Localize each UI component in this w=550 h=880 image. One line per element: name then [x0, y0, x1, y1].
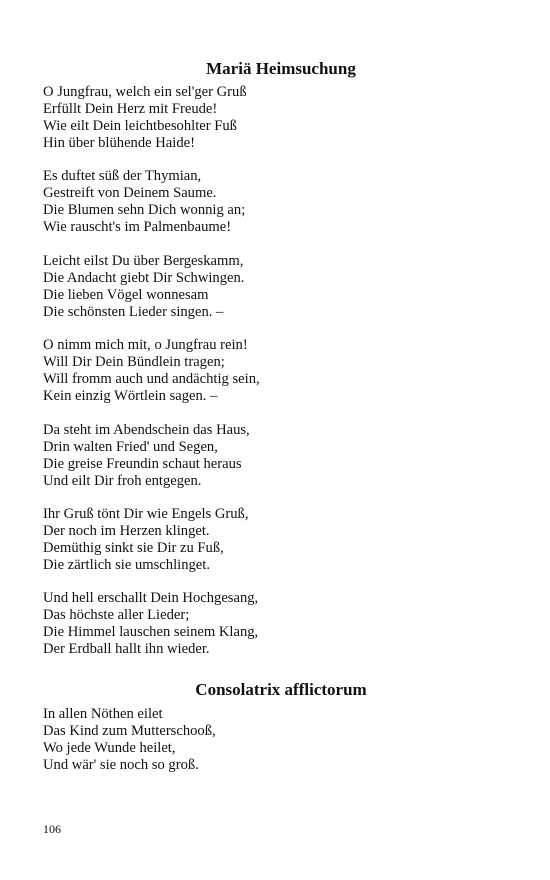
- stanza-6: [43, 506, 523, 574]
- verse-line: Da steht im Abendschein das Haus,: [43, 422, 250, 438]
- verse-line: Gestreift von Deinem Saume.: [43, 185, 217, 201]
- verse-line: Das Kind zum Mutterschooß,: [43, 723, 216, 739]
- verse-line: Leicht eilst Du über Bergeskamm,: [43, 253, 244, 269]
- verse-line: Die zärtlich sie umschlinget.: [43, 557, 210, 573]
- verse-line: Wie eilt Dein leichtbesohlter Fuß: [43, 118, 237, 134]
- page-number: 106: [43, 822, 61, 836]
- verse-line: Die lieben Vögel wonnesam: [43, 287, 209, 303]
- verse-line: O nimm mich mit, o Jungfrau rein!: [43, 337, 248, 353]
- verse-line: Die Andacht giebt Dir Schwingen.: [43, 270, 245, 286]
- verse-line: Und hell erschallt Dein Hochgesang,: [43, 590, 259, 606]
- stanza-2: [43, 168, 523, 236]
- stanza-7: [43, 590, 523, 658]
- poem-title-consolatrix-afflictorum: Consolatrix afflictorum: [195, 680, 367, 699]
- verse-line: Drin walten Fried' und Segen,: [43, 439, 218, 455]
- verse-line: Die greise Freundin schaut heraus: [43, 456, 242, 472]
- verse-line: Kein einzig Wörtlein sagen. –: [43, 388, 218, 404]
- stanza-1: [43, 84, 523, 152]
- verse-line: Will Dir Dein Bündlein tragen;: [43, 354, 225, 370]
- verse-line: Und eilt Dir froh entgegen.: [43, 473, 202, 489]
- verse-line: Die schönsten Lieder singen. –: [43, 304, 224, 320]
- verse-line: Die Blumen sehn Dich wonnig an;: [43, 202, 246, 218]
- verse-line: Das höchste aller Lieder;: [43, 607, 190, 623]
- stanza-3: [43, 253, 523, 321]
- verse-line: Der noch im Herzen klinget.: [43, 523, 210, 539]
- verse-line: Will fromm auch und andächtig sein,: [43, 371, 260, 387]
- verse-line: Erfüllt Dein Herz mit Freude!: [43, 101, 218, 117]
- verse-line: Hin über blühende Haide!: [43, 135, 195, 151]
- verse-line: Ihr Gruß tönt Dir wie Engels Gruß,: [43, 506, 249, 522]
- verse-line: Wo jede Wunde heilet,: [43, 740, 176, 756]
- verse-line: Und wär' sie noch so groß.: [43, 757, 199, 773]
- verse-line: Demüthig sinkt sie Dir zu Fuß,: [43, 540, 224, 556]
- verse-line: Die Himmel lauschen seinem Klang,: [43, 624, 259, 640]
- verse-line: In allen Nöthen eilet: [43, 706, 163, 722]
- verse-line: O Jungfrau, welch ein sel'ger Gruß: [43, 84, 247, 100]
- verse-line: Wie rauscht's im Palmenbaume!: [43, 219, 232, 235]
- stanza-5: [43, 422, 523, 490]
- stanza-4: [43, 337, 523, 405]
- verse-line: Der Erdball hallt ihn wieder.: [43, 641, 210, 657]
- verse-line: Es duftet süß der Thymian,: [43, 168, 202, 184]
- poem-title-maria-heimsuchung: Mariä Heimsuchung: [206, 59, 356, 78]
- stanza-consolatrix-1: [43, 706, 523, 774]
